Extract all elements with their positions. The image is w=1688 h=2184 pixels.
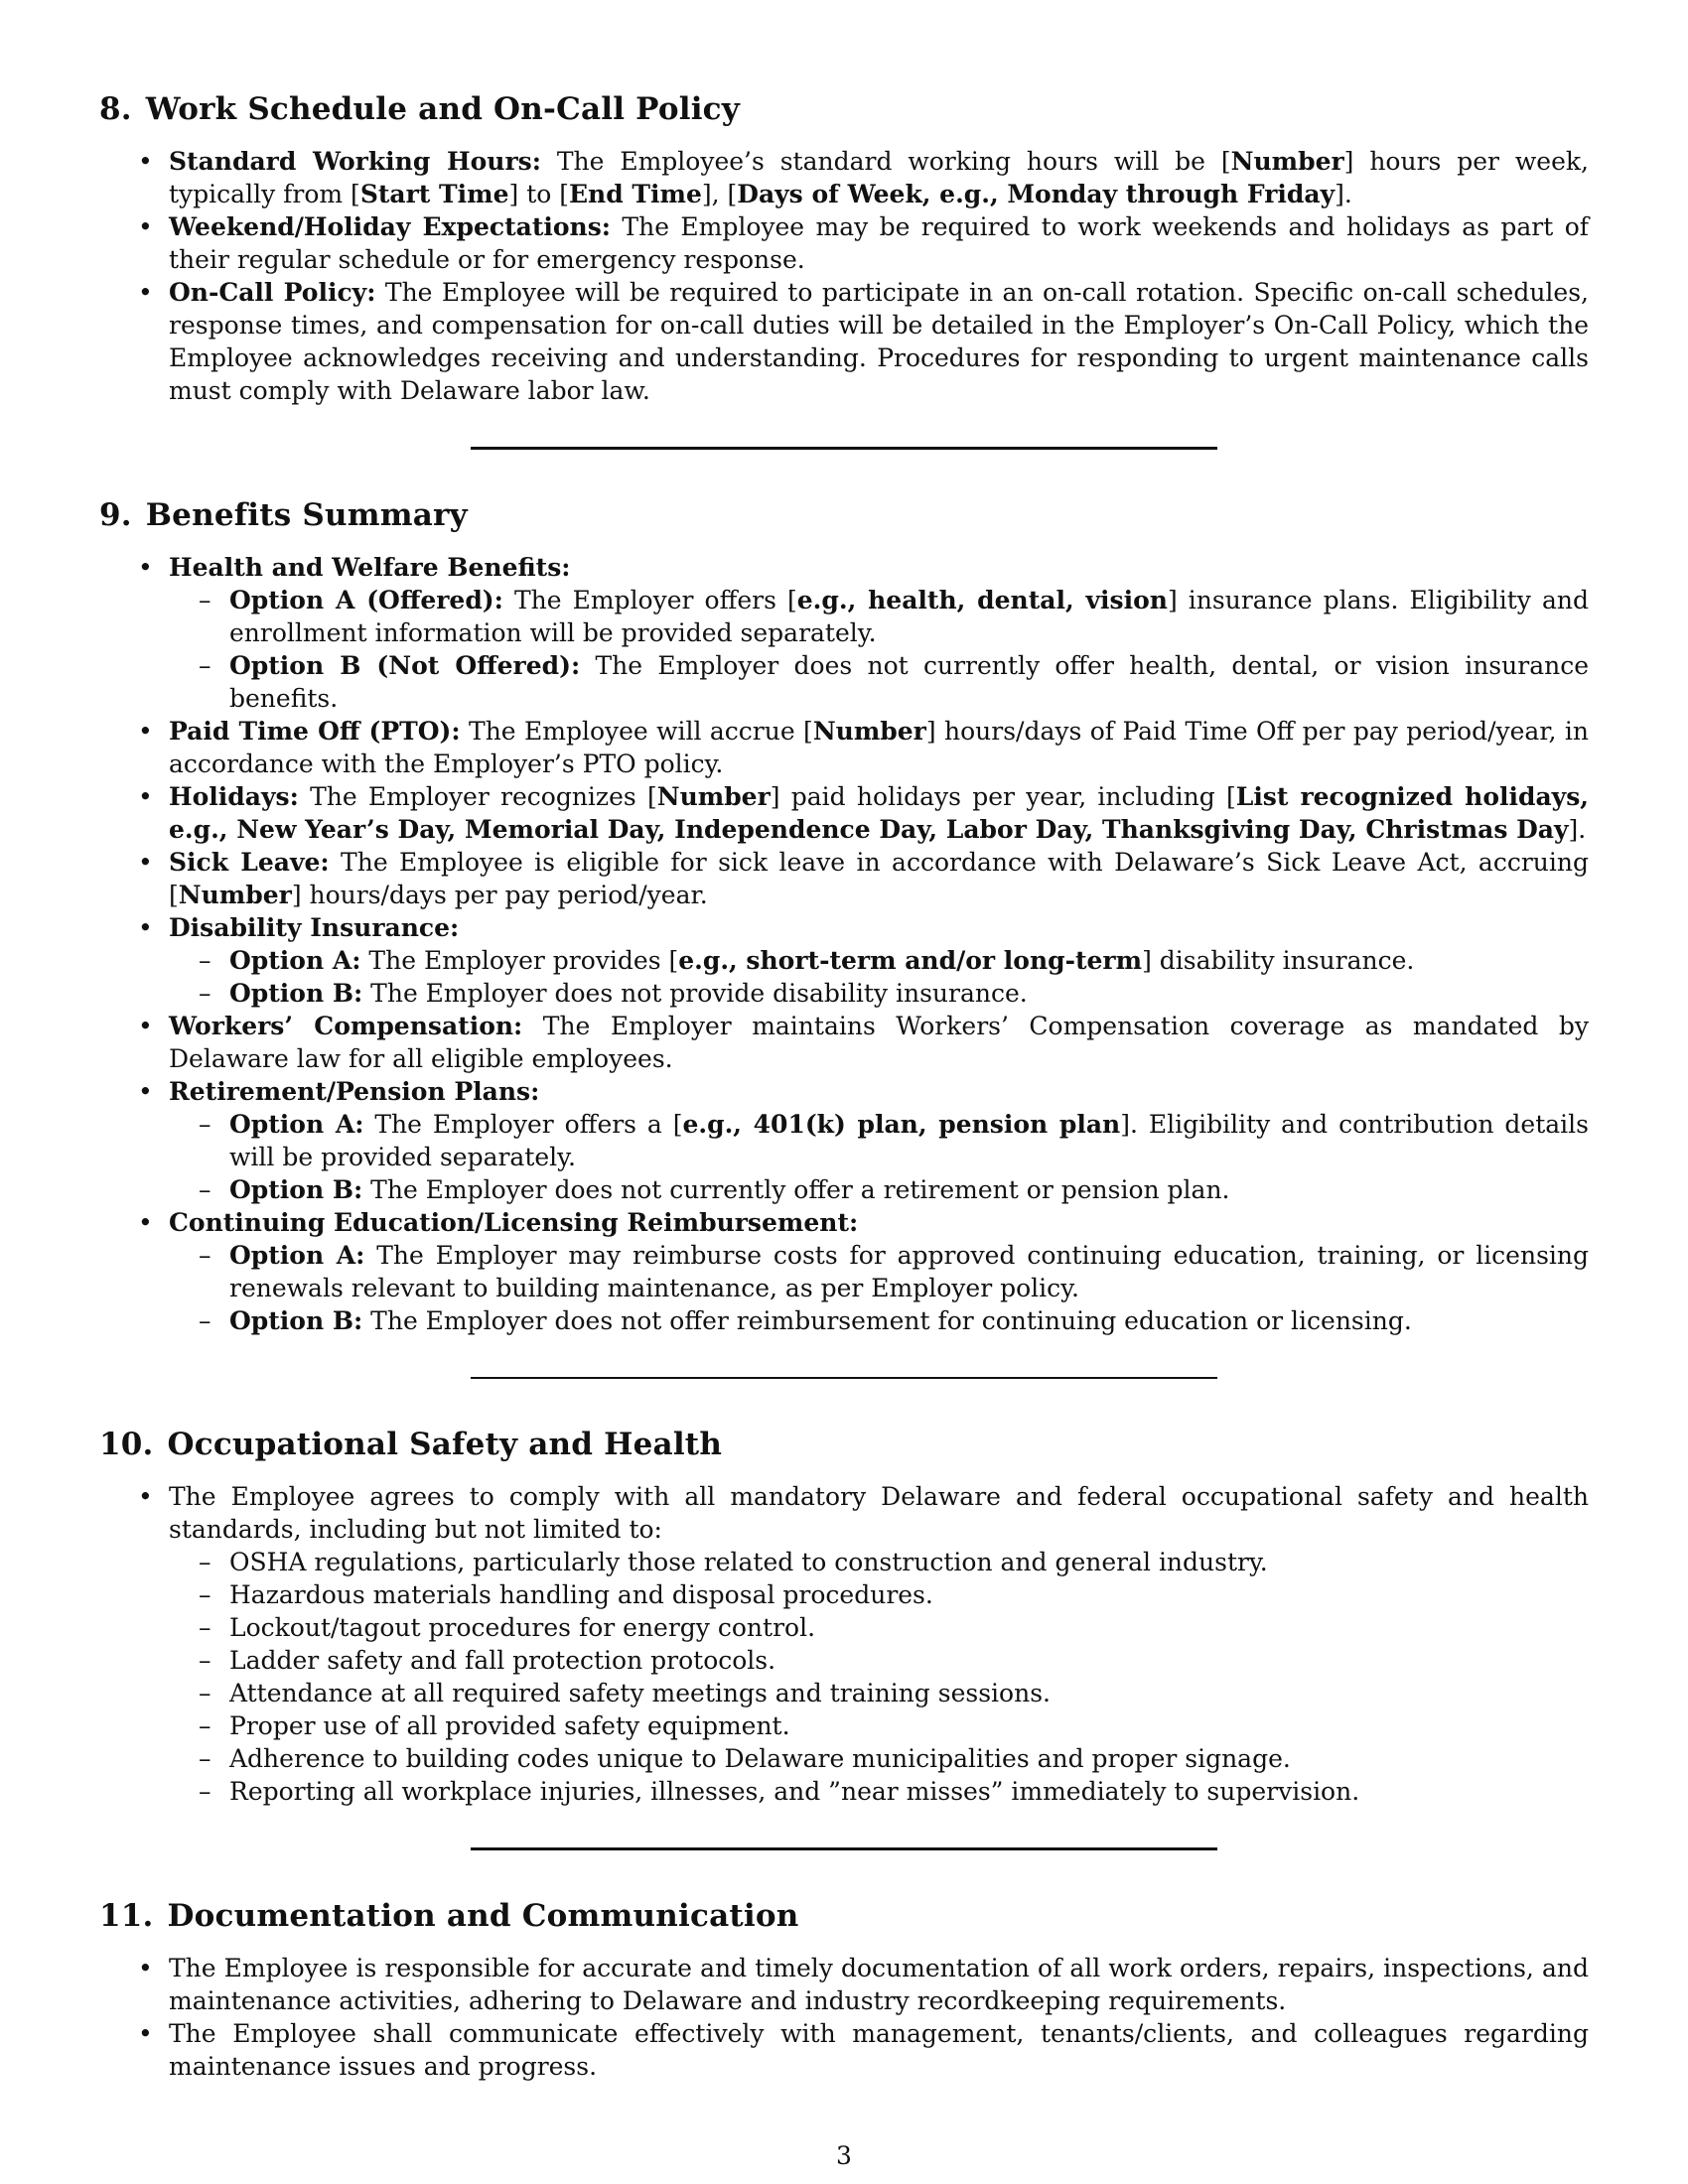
list-item: • The Employee agrees to comply with all mandatory Delaware and federal occupational safety and health standards, including but not limited to: – OSHA regulations, particularly those related to construction and general industry. – Hazardous materials handling and disposal procedures. – Lockout/tagout procedures for energy control. – Ladder safety and fall protection protocols. – Attendance at all required safety meetings and training sessions. – Proper use of all provided safety equipment. – Adherence to building codes unique to Delaware municipalities and proper signage. – Reporting all workplace injuries, illnesses, and ”near misses” immediately to supervision.: [99, 1480, 1589, 1808]
document-page: [99, 91, 1589, 2083]
sub-list-item: – Reporting all workplace injuries, illnesses, and ”near misses” immediately to supervision.: [169, 1775, 1589, 1808]
sub-list-item: – Adherence to building codes unique to Delaware municipalities and proper signage.: [169, 1742, 1589, 1775]
bullet-list: [99, 145, 1589, 407]
sub-list: [169, 944, 1589, 1010]
list-item: • Retirement/Pension Plans: – Option A: The Employer offers a [e.g., 401(k) plan, pension plan]. Eligibility and contribution details will be provided separately. – Option B: The Employer does not currently offer a retirement or pension plan.: [99, 1075, 1589, 1206]
sub-list-item: – Option A: The Employer may reimburse costs for approved continuing education, training, or licensing renewals relevant to building maintenance, as per Employer policy.: [169, 1239, 1589, 1304]
list-item: • The Employee is responsible for accurate and timely documentation of all work orders, repairs, inspections, and maintenance activities, adhering to Delaware and industry recordkeeping requirements.: [99, 1952, 1589, 2017]
sub-list-item: – Option A (Offered): The Employer offers [e.g., health, dental, vision] insurance plans. Eligibility and enrollment information will be provided separately.: [169, 584, 1589, 649]
sub-list-item: – Lockout/tagout procedures for energy control.: [169, 1611, 1589, 1644]
sub-list-item: – Option B: The Employer does not provide disability insurance.: [169, 977, 1589, 1010]
section-divider: [471, 447, 1217, 450]
sub-list-item: – Option B (Not Offered): The Employer does not currently offer health, dental, or vision insurance benefits.: [169, 649, 1589, 715]
list-item: • Holidays: The Employer recognizes [Number] paid holidays per year, including [List recognized holidays, e.g., New Year’s Day, Memorial Day, Independence Day, Labor Day, Thanksgiving Day, Christmas Day].: [99, 780, 1589, 846]
section-heading: 9. Benefits Summary: [99, 497, 468, 533]
section-11: [99, 1898, 1589, 2083]
sub-list: [169, 1546, 1589, 1808]
section-10: [99, 1427, 1589, 1850]
sub-list-item: – Attendance at all required safety meetings and training sessions.: [169, 1677, 1589, 1709]
bullet-list: [99, 551, 1589, 1337]
list-item: • Weekend/Holiday Expectations: The Employee may be required to work weekends and holidays as part of their regular schedule or for emergency response.: [99, 210, 1589, 276]
list-item: • Health and Welfare Benefits: – Option A (Offered): The Employer offers [e.g., health, dental, vision] insurance plans. Eligibility and enrollment information will be provided separately. – Option B (Not Offered): The Employer does not currently offer health, dental, or vision insurance benefits.: [99, 551, 1589, 715]
page-number: 3: [836, 2141, 852, 2170]
list-item: • Sick Leave: The Employee is eligible for sick leave in accordance with Delaware’s Sick Leave Act, accruing [Number] hours/days per pay period/year.: [99, 846, 1589, 911]
sub-list-item: – Hazardous materials handling and disposal procedures.: [169, 1578, 1589, 1611]
section-heading: 8. Work Schedule and On-Call Policy: [99, 91, 740, 127]
section-9: [99, 497, 1589, 1379]
list-item: • Workers’ Compensation: The Employer maintains Workers’ Compensation coverage as mandated by Delaware law for all eligible employees.: [99, 1010, 1589, 1075]
sub-list-item: – Option B: The Employer does not offer reimbursement for continuing education or licensing.: [169, 1304, 1589, 1337]
list-item: • Standard Working Hours: The Employee’s standard working hours will be [Number] hours per week, typically from [Start Time] to [End Time], [Days of Week, e.g., Monday through Friday].: [99, 145, 1589, 210]
section-divider: [471, 1847, 1217, 1850]
list-item: • Paid Time Off (PTO): The Employee will accrue [Number] hours/days of Paid Time Off per pay period/year, in accordance with the Employer’s PTO policy.: [99, 715, 1589, 780]
list-item: • On-Call Policy: The Employee will be required to participate in an on-call rotation. Specific on-call schedules, response times, and compensation for on-call duties will be detailed in the Employer’s On-Call Policy, which the Employee acknowledges receiving and understanding. Procedures for responding to urgent maintenance calls must comply with Delaware labor law.: [99, 276, 1589, 407]
sub-list-item: – Ladder safety and fall protection protocols.: [169, 1644, 1589, 1677]
section-divider: [471, 1377, 1217, 1379]
list-item: • The Employee shall communicate effectively with management, tenants/clients, and colleagues regarding maintenance issues and progress.: [99, 2017, 1589, 2083]
sub-list-item: – Option A: The Employer offers a [e.g., 401(k) plan, pension plan]. Eligibility and contribution details will be provided separately.: [169, 1108, 1589, 1173]
sub-list-item: – OSHA regulations, particularly those related to construction and general industry.: [169, 1546, 1589, 1578]
list-item: • Continuing Education/Licensing Reimbursement: – Option A: The Employer may reimburse costs for approved continuing education, training, or licensing renewals relevant to building maintenance, as per Employer policy. – Option B: The Employer does not offer reimbursement for continuing education or licensing.: [99, 1206, 1589, 1337]
section-heading: 11. Documentation and Communication: [99, 1898, 799, 1934]
sub-list-item: – Proper use of all provided safety equipment.: [169, 1709, 1589, 1742]
section-8: [99, 91, 1589, 450]
sub-list-item: – Option A: The Employer provides [e.g., short-term and/or long-term] disability insurance.: [169, 944, 1589, 977]
list-item: • Disability Insurance: – Option A: The Employer provides [e.g., short-term and/or long-term] disability insurance. – Option B: The Employer does not provide disability insurance.: [99, 911, 1589, 1010]
sub-list: [169, 1108, 1589, 1206]
section-heading: 10. Occupational Safety and Health: [99, 1427, 723, 1462]
sub-list: [169, 1239, 1589, 1337]
sub-list: [169, 584, 1589, 715]
bullet-list: [99, 1952, 1589, 2083]
bullet-list: [99, 1480, 1589, 1808]
sub-list-item: – Option B: The Employer does not currently offer a retirement or pension plan.: [169, 1173, 1589, 1206]
